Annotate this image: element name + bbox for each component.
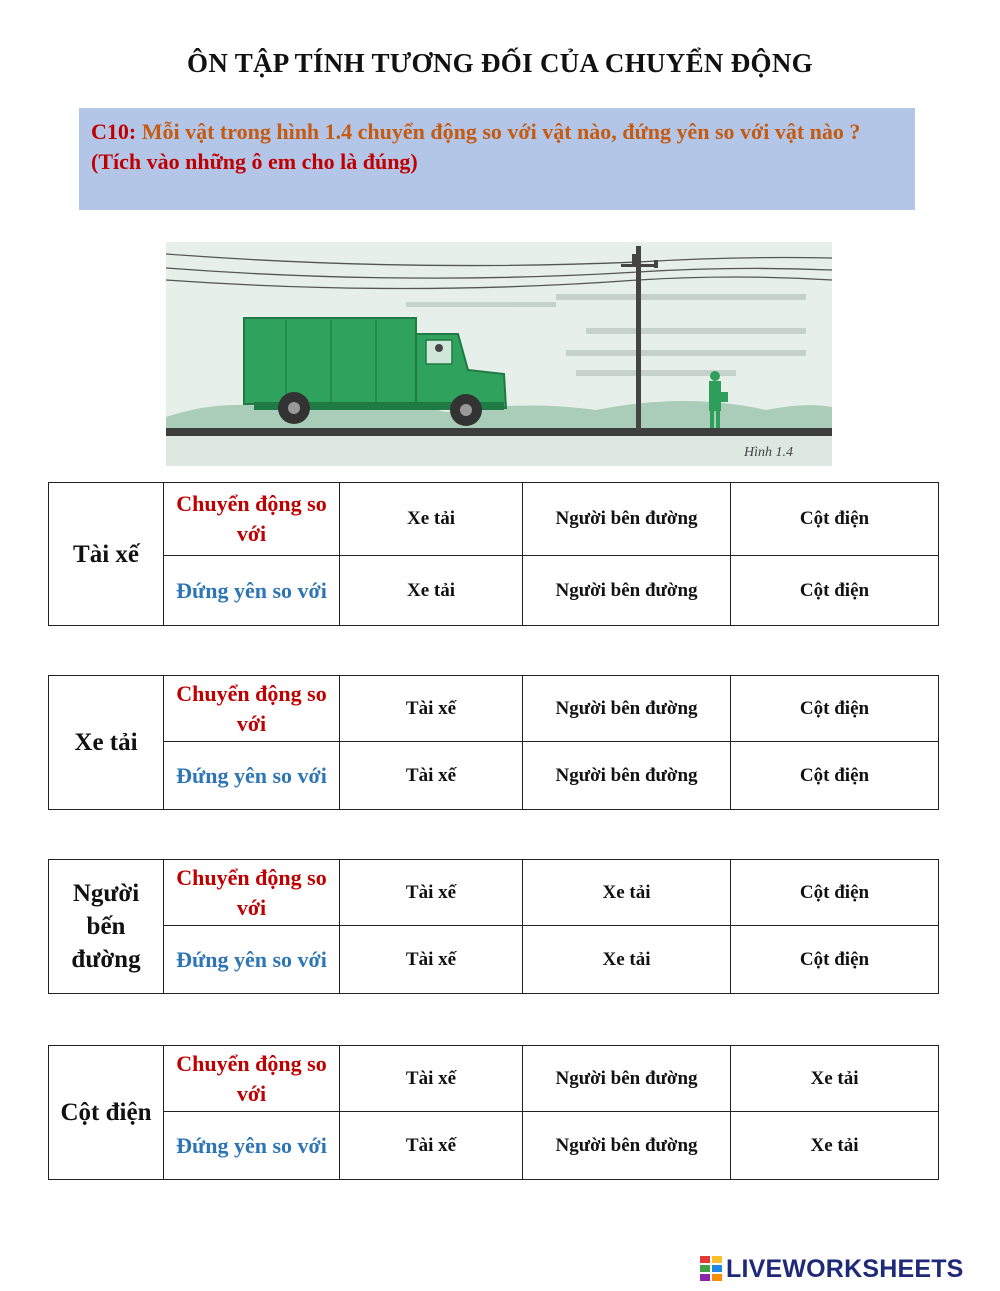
question-text: Mỗi vật trong hình 1.4 chuyển động so với vật nào, đứng yên so với vật nào ? <box>141 119 861 144</box>
option-checkbox[interactable]: Cột điện <box>731 676 939 742</box>
subject-cell: Xe tải <box>49 676 164 810</box>
option-checkbox[interactable]: Tài xế <box>340 1112 523 1180</box>
table-xe-tai <box>48 675 939 810</box>
figure-truck-scene <box>166 242 832 466</box>
option-checkbox[interactable]: Xe tải <box>731 1112 939 1180</box>
kind-still-label: Đứng yên so với <box>164 926 340 994</box>
option-checkbox[interactable]: Xe tải <box>523 926 731 994</box>
page-title: ÔN TẬP TÍNH TƯƠNG ĐỐI CỦA CHUYỂN ĐỘNG <box>187 48 813 78</box>
option-checkbox[interactable]: Người bên đường <box>523 1046 731 1112</box>
option-checkbox[interactable]: Cột điện <box>731 926 939 994</box>
question-hint: (Tích vào những ô em cho là đúng) <box>91 149 418 174</box>
kind-moving-label: Chuyển động so với <box>164 1046 340 1112</box>
option-checkbox[interactable]: Người bên đường <box>523 556 731 626</box>
table-nguoi-ben-duong <box>48 859 939 994</box>
option-checkbox[interactable]: Xe tải <box>340 556 523 626</box>
option-checkbox[interactable]: Tài xế <box>340 742 523 810</box>
option-checkbox[interactable]: Xe tải <box>523 860 731 926</box>
option-checkbox[interactable]: Xe tải <box>731 1046 939 1112</box>
truck-scene-illustration <box>166 242 832 466</box>
option-checkbox[interactable]: Tài xế <box>340 926 523 994</box>
question-label: C10: <box>91 119 137 144</box>
option-checkbox[interactable]: Người bên đường <box>523 676 731 742</box>
option-checkbox[interactable]: Cột điện <box>731 483 939 556</box>
table-cot-dien <box>48 1045 939 1180</box>
liveworksheets-logo-icon <box>700 1256 722 1282</box>
option-checkbox[interactable]: Người bên đường <box>523 1112 731 1180</box>
subject-cell: Tài xế <box>49 483 164 626</box>
option-checkbox[interactable]: Tài xế <box>340 1046 523 1112</box>
table-tai-xe <box>48 482 939 626</box>
question-box <box>79 108 915 210</box>
figure-caption: Hình 1.4 <box>744 445 793 460</box>
option-checkbox[interactable]: Cột điện <box>731 860 939 926</box>
option-checkbox[interactable]: Tài xế <box>340 676 523 742</box>
kind-still-label: Đứng yên so với <box>164 556 340 626</box>
kind-moving-label: Chuyển động so với <box>164 676 340 742</box>
option-checkbox[interactable]: Người bên đường <box>523 483 731 556</box>
subject-cell: Cột điện <box>49 1046 164 1180</box>
option-checkbox[interactable]: Người bên đường <box>523 742 731 810</box>
kind-still-label: Đứng yên so với <box>164 1112 340 1180</box>
subject-cell: Người bến đường <box>49 860 164 994</box>
option-checkbox[interactable]: Cột điện <box>731 742 939 810</box>
liveworksheets-brand <box>700 1254 964 1284</box>
option-checkbox[interactable]: Cột điện <box>731 556 939 626</box>
kind-still-label: Đứng yên so với <box>164 742 340 810</box>
kind-moving-label: Chuyển động so với <box>164 483 340 556</box>
truck <box>244 318 506 426</box>
option-checkbox[interactable]: Tài xế <box>340 860 523 926</box>
kind-moving-label: Chuyển động so với <box>164 860 340 926</box>
option-checkbox[interactable]: Xe tải <box>340 483 523 556</box>
brand-name: LIVEWORKSHEETS <box>726 1254 964 1283</box>
